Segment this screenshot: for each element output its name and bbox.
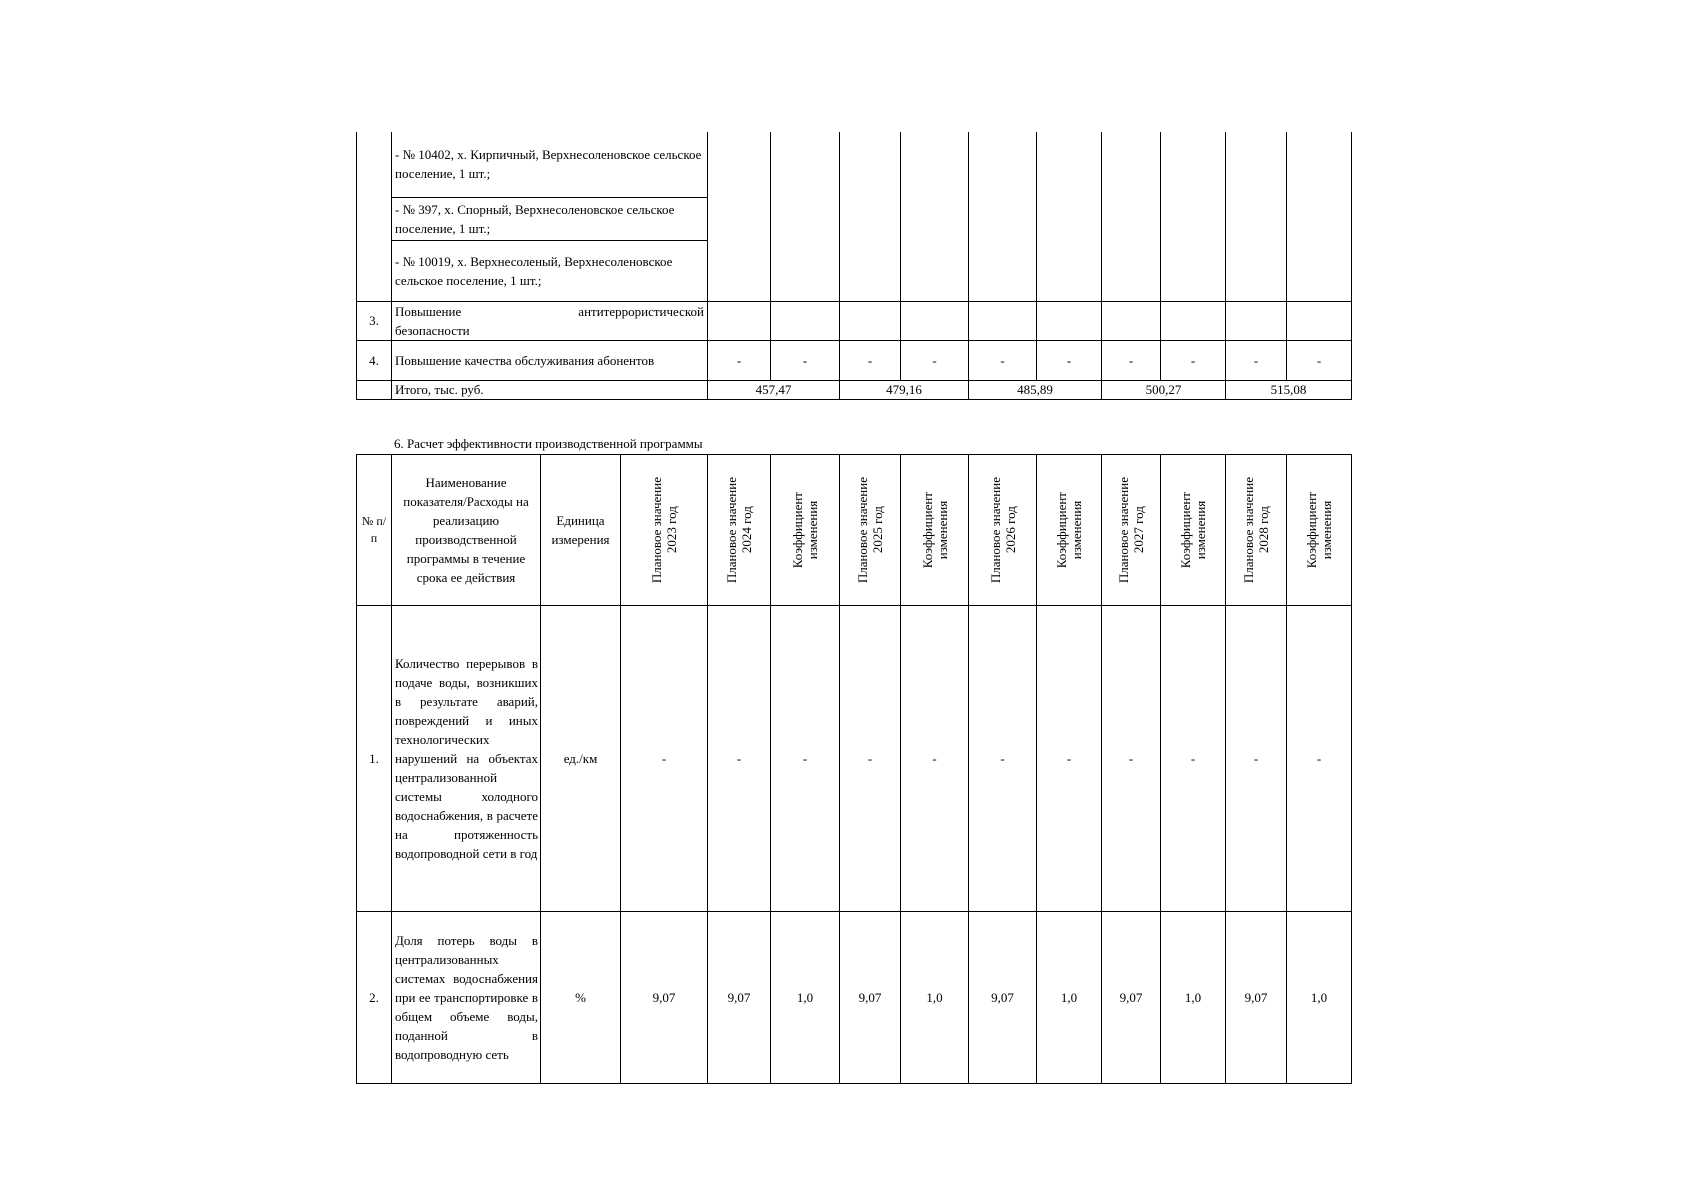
header-plan-2026: Плановое значение 2026 год (969, 455, 1037, 606)
header-plan-2024: Плановое значение 2024 год (708, 455, 771, 606)
sub-item: - № 10402, х. Кирпичный, Верхнесоленовское сельское поселение, 1 шт.; (392, 132, 708, 197)
section-title: 6. Расчет эффективности производственной программы (394, 436, 703, 451)
value-cell: 1,0 (771, 912, 840, 1084)
value-cell: 9,07 (1102, 912, 1161, 1084)
sub-item: - № 10019, х. Верхнесоленый, Верхнесоленовское сельское поселение, 1 шт.; (392, 240, 708, 301)
value-cell: - (1287, 340, 1352, 380)
header-coef: Коэффициент изменения (1161, 455, 1226, 606)
header-row (357, 455, 1352, 606)
row-name-line: безопасности (395, 322, 470, 338)
header-coef: Коэффициент изменения (901, 455, 969, 606)
value-cell: - (771, 606, 840, 912)
row-unit: ед./км (541, 606, 621, 912)
total-value: 485,89 (969, 380, 1102, 399)
value-cell: - (969, 340, 1037, 380)
value-cell: - (840, 606, 901, 912)
total-value: 457,47 (708, 380, 840, 399)
row-name-line: Повышение антитеррористической (395, 303, 704, 319)
value-cell: - (1226, 340, 1287, 380)
num-cell-empty (357, 132, 392, 301)
value-cell: - (1037, 606, 1102, 912)
row-number: 1. (357, 606, 392, 912)
value-cell: 9,07 (708, 912, 771, 1084)
total-value: 515,08 (1226, 380, 1352, 399)
value-cell: 9,07 (621, 912, 708, 1084)
total-label: Итого, тыс. руб. (392, 380, 708, 399)
header-coef: Коэффициент изменения (771, 455, 840, 606)
table-row (357, 912, 1352, 1084)
header-plan-2025: Плановое значение 2025 год (840, 455, 901, 606)
value-cell: 9,07 (969, 912, 1037, 1084)
value-cell: - (1226, 606, 1287, 912)
header-num: № п/п (357, 455, 392, 606)
value-cell: 9,07 (840, 912, 901, 1084)
value-cell: 9,07 (1226, 912, 1287, 1084)
sub-item: - № 397, х. Спорный, Верхнесоленовское сельское поселение, 1 шт.; (392, 197, 708, 240)
header-coef: Коэффициент изменения (1287, 455, 1352, 606)
header-plan-2028: Плановое значение 2028 год (1226, 455, 1287, 606)
value-cell: - (1161, 606, 1226, 912)
value-cell: - (901, 340, 969, 380)
value-cell: - (708, 606, 771, 912)
value-cell: - (1102, 606, 1161, 912)
header-unit: Единица измерения (541, 455, 621, 606)
value-cell: - (771, 340, 840, 380)
row-name: Повышение качества обслуживания абонентов (392, 340, 708, 380)
value-cell: - (1161, 340, 1226, 380)
row-number: 3. (357, 301, 392, 340)
value-cell: 1,0 (901, 912, 969, 1084)
value-cell: - (1102, 340, 1161, 380)
expenses-table-continuation (356, 132, 1352, 400)
value-cell: - (1037, 340, 1102, 380)
total-value: 479,16 (840, 380, 969, 399)
row-name: Количество перерывов в подаче воды, возникших в результате аварий, повреждений и иных технологических нарушений на объектах централизованной системы холодного водоснабжения, в расчете на протяженность водопроводной сети в год (392, 606, 541, 912)
value-cell: - (1287, 606, 1352, 912)
row-unit: % (541, 912, 621, 1084)
header-name: Наименование показателя/Расходы на реализацию производственной программы в течение срока ее действия (392, 455, 541, 606)
value-cell: - (708, 340, 771, 380)
row-number: 2. (357, 912, 392, 1084)
row-name (392, 301, 708, 340)
table-row (357, 606, 1352, 912)
header-coef: Коэффициент изменения (1037, 455, 1102, 606)
value-cell: - (969, 606, 1037, 912)
value-cell: - (621, 606, 708, 912)
total-value: 500,27 (1102, 380, 1226, 399)
header-plan-2023: Плановое значение 2023 год (621, 455, 708, 606)
value-cell: 1,0 (1287, 912, 1352, 1084)
value-cell: 1,0 (1161, 912, 1226, 1084)
row-name: Доля потерь воды в централизованных системах водоснабжения при ее транспортировке в общем объеме воды, поданной в водопроводную сеть (392, 912, 541, 1084)
row-number: 4. (357, 340, 392, 380)
value-cell: - (901, 606, 969, 912)
value-cell: 1,0 (1037, 912, 1102, 1084)
efficiency-table (356, 454, 1352, 1084)
value-cell: - (840, 340, 901, 380)
header-plan-2027: Плановое значение 2027 год (1102, 455, 1161, 606)
